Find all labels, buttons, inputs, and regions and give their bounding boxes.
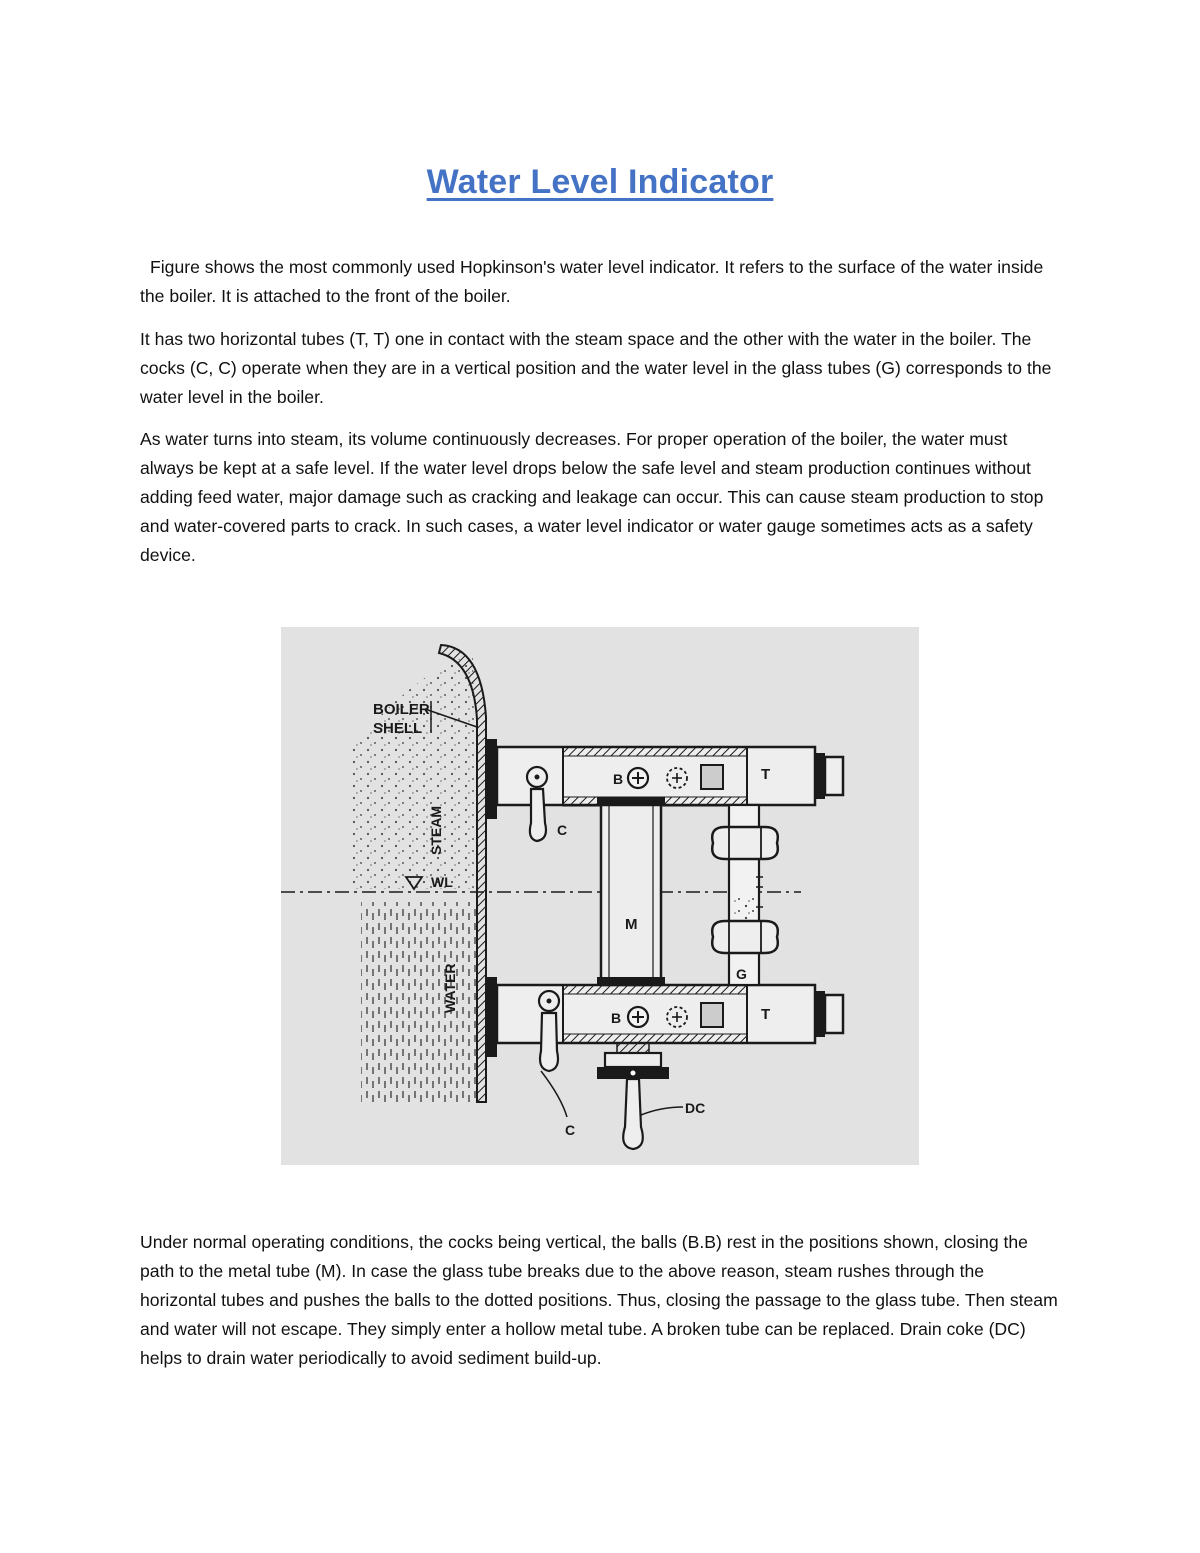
paragraph-safety: As water turns into steam, its volume continuously decreases. For proper operation of the boiler, the water must always be kept at a safe level. If the water level drops below the safe level and steam production continues without adding feed water, major damage such as cracking and leakage can occur. This can cause steam production to stop and water-covered parts to crack. In such cases, a water level indicator or water gauge sometimes acts as a safety device. (140, 429, 1044, 565)
paragraph-tubes: It has two horizontal tubes (T, T) one in contact with the steam space and the other with the water in the boiler. The cocks (C, C) operate when they are in a vertical position and the water level in the glass tubes (G) corresponds to the water level in the boiler. (140, 329, 1052, 407)
label-g: G (736, 966, 747, 982)
bottom-flange (487, 977, 497, 1057)
label-dc: DC (685, 1100, 706, 1116)
drain-cock-icon (597, 1043, 683, 1149)
label-b-bottom: B (611, 1010, 622, 1026)
top-horizontal-tube (497, 747, 843, 806)
page-title: Water Level Indicator (426, 162, 774, 201)
top-flange (487, 739, 497, 819)
metal-tube (597, 797, 665, 985)
label-shell: SHELL (373, 720, 423, 737)
label-c-top: C (557, 822, 568, 838)
label-m: M (625, 916, 638, 933)
top-cock-icon (527, 767, 547, 841)
label-b-top: B (613, 771, 624, 787)
label-steam: STEAM (428, 806, 444, 855)
label-boiler: BOILER (373, 701, 430, 718)
label-t-top: T (761, 766, 771, 783)
glass-tube (712, 805, 778, 985)
water-level-indicator-figure (281, 627, 919, 1165)
label-wl: WL (431, 874, 453, 890)
steam-space (351, 655, 477, 889)
label-t-bottom: T (761, 1006, 771, 1023)
water-space (361, 902, 477, 1102)
label-water: WATER (442, 963, 458, 1013)
paragraph-intro: Figure shows the most commonly used Hopkinson's water level indicator. It refers to the surface of the water inside the boiler. It is attached to the front of the boiler. (140, 257, 1044, 306)
label-c-bottom: C (565, 1122, 576, 1138)
paragraph-operation: Under normal operating conditions, the cocks being vertical, the balls (B.B) rest in the positions shown, closing the path to the metal tube (M). In case the glass tube breaks due to the above reason, steam rushes through the horizontal tubes and pushes the balls to the dotted positions. Thus, closing the passage to the glass tube. Then steam and water will not escape. They simply enter a hollow metal tube. A broken tube can be replaced. Drain coke (DC) helps to drain water periodically to avoid sediment build-up. (140, 1232, 1058, 1368)
